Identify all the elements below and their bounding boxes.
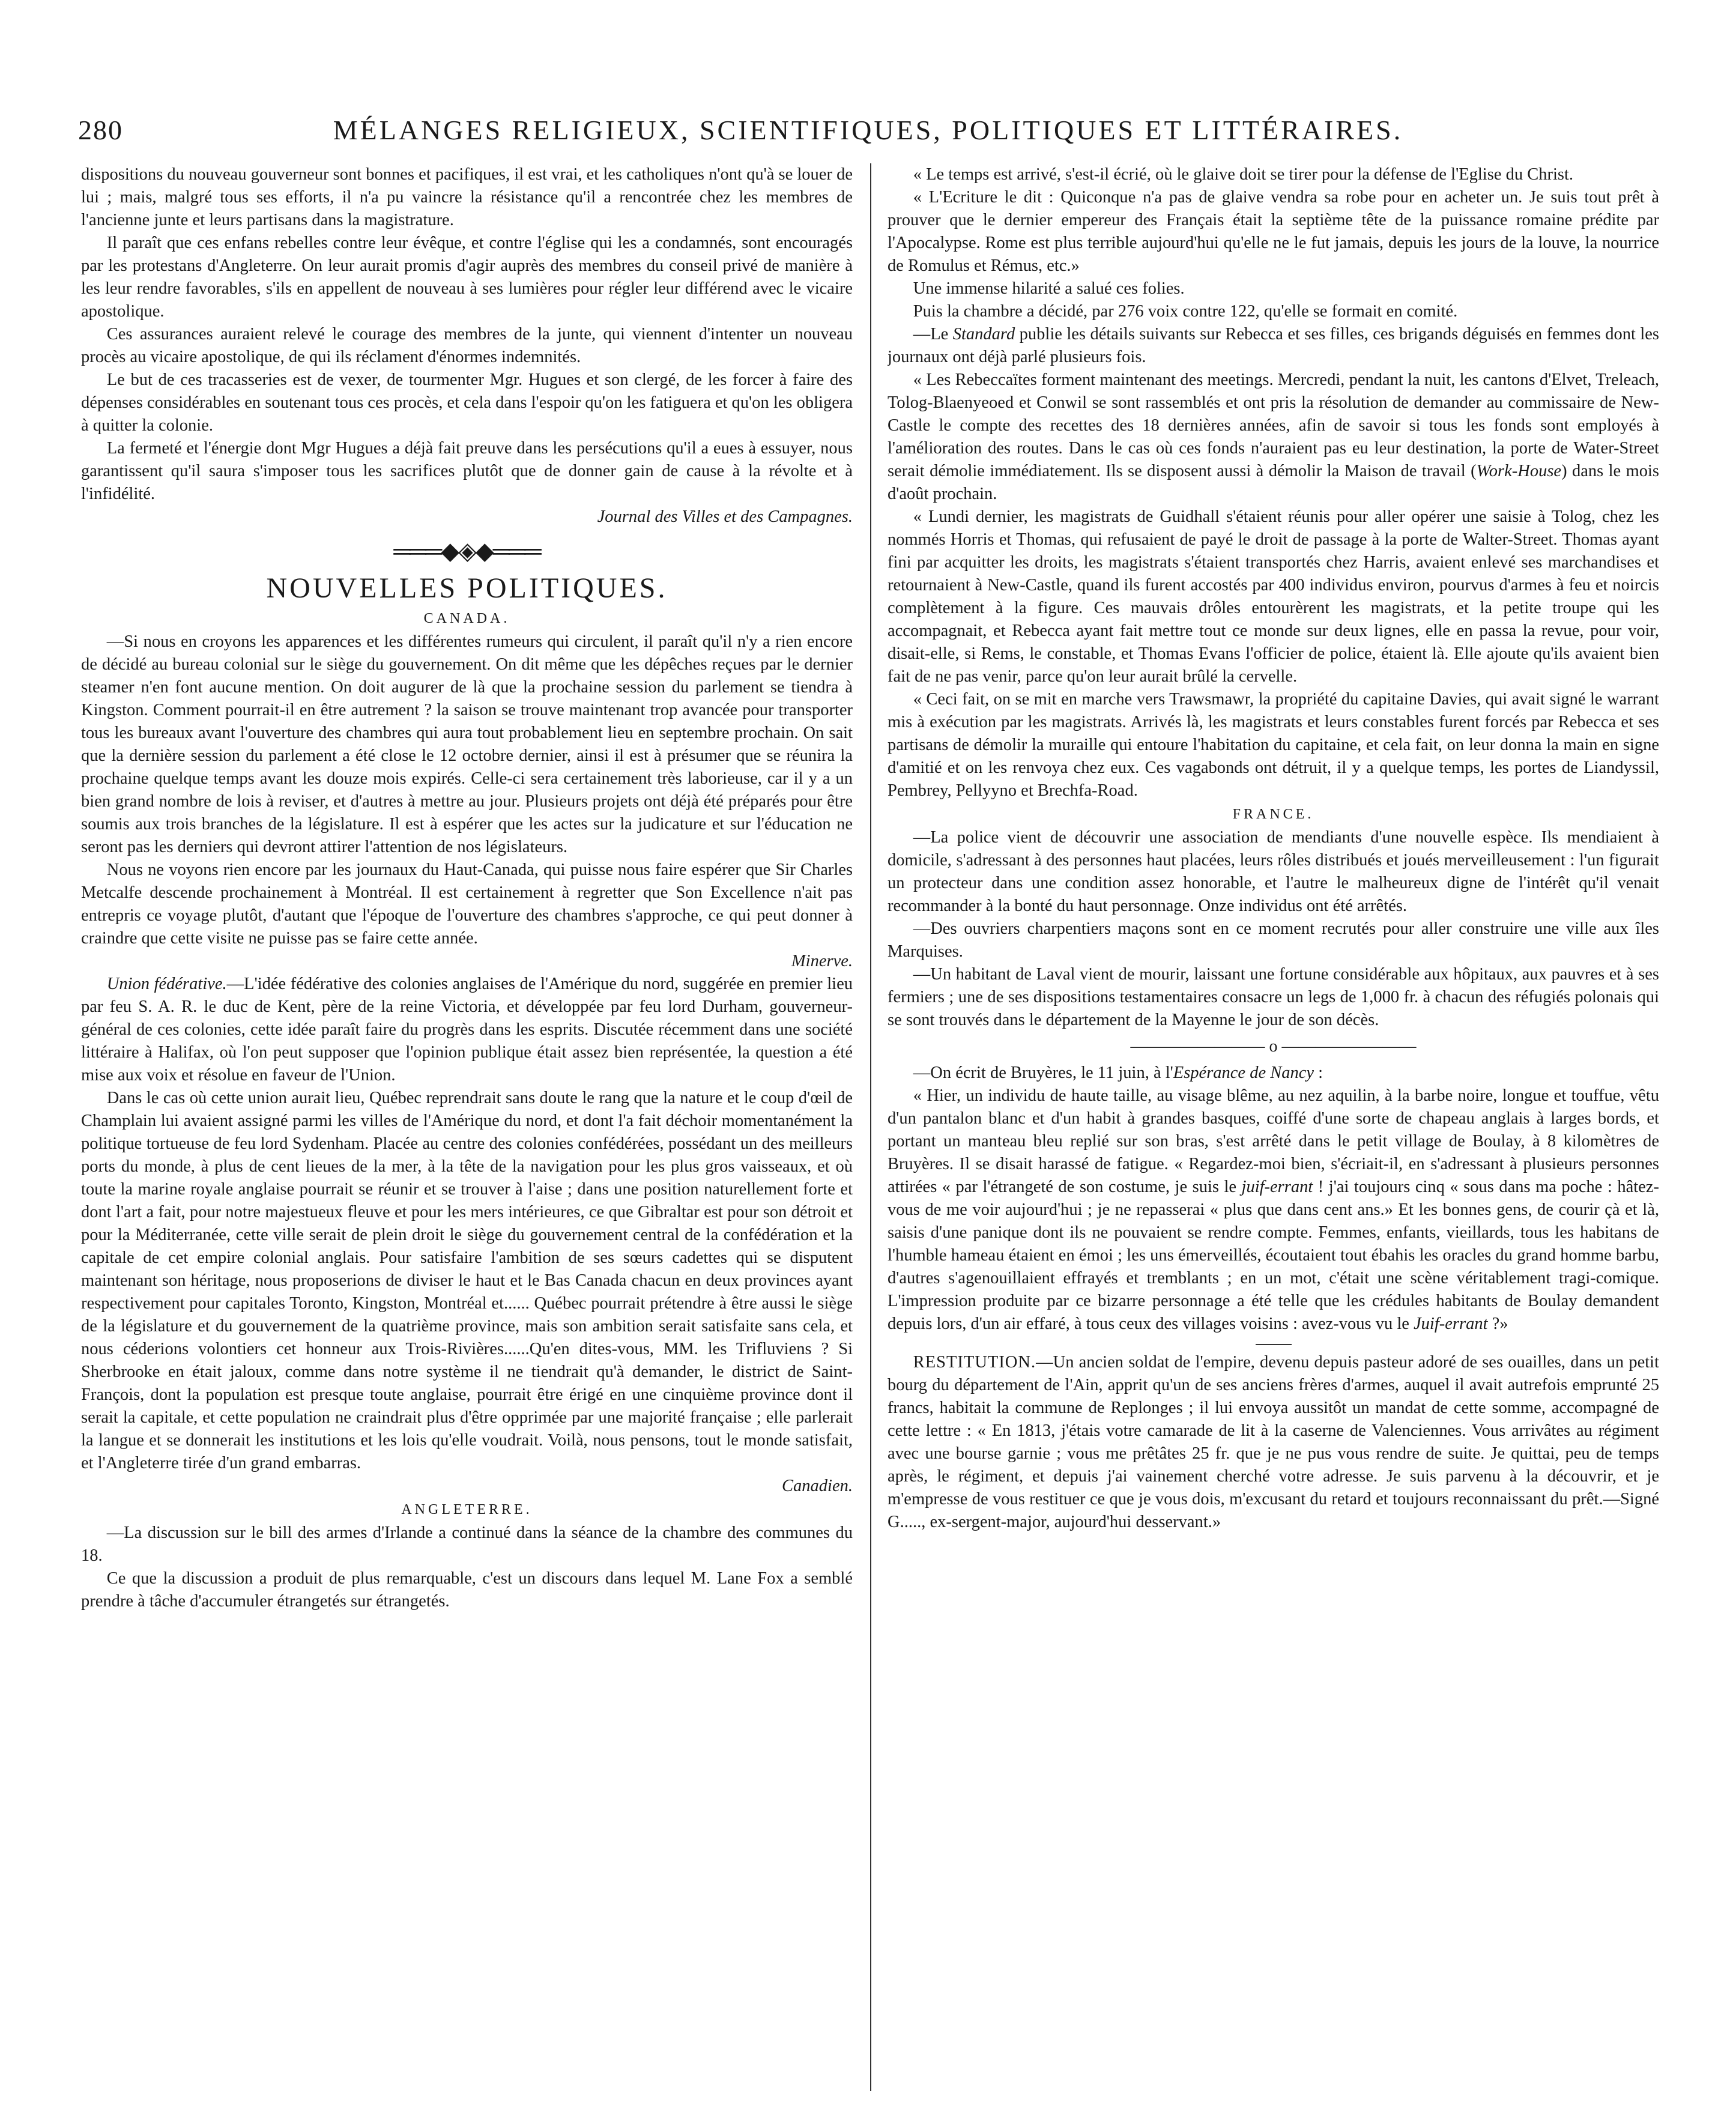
paragraph: dispositions du nouveau gouverneur sont bonnes et pacifiques, il est vrai, et les catholiques n'ont qu'à se louer de lui ; mais, malgré tous ses efforts, il n'a pu vaincre la résistance qu'il a rencontrée chez les membres de l'ancienne junte et leurs partisans dans la magistrature. (81, 165, 853, 229)
section-divider: ———————— o ———————— (1130, 1037, 1417, 1056)
italic-term: Work-House (1476, 462, 1562, 480)
decorative-ornament: ═══◆◈◆═══ (393, 537, 540, 564)
paragraph (888, 1085, 1659, 1336)
text-run: —Le (913, 325, 953, 343)
short-rule (1256, 1344, 1292, 1345)
text-run: « Les Rebeccaïtes forment maintenant des meetings. Mercredi, pendant la nuit, les cantons d'Elvet, Treleach, Tolog-Blaenyeoed et Conwil se sont rassemblés et ont pris la résolution de demander au commissaire de New-Castle le compte des recettes des 18 dernières années, afin de savoir si tous les fonds sont employés à l'amélioration des routes. Dans le cas où ces fonds n'auraient pas eu leur destination, la porte de Water-Street serait démolie immédiatement. Ils se disposent aussi à démolir la Maison de travail ( (888, 371, 1659, 480)
paragraph: —La discussion sur le bill des armes d'Irlande a continué dans la séance de la chambre des communes du 18. (81, 1523, 853, 1565)
source-signature: Minerve. (791, 952, 853, 970)
newspaper-name: Espérance de Nancy (1173, 1064, 1314, 1082)
page-number: 280 (78, 115, 123, 145)
italic-term: juif-errant (1241, 1178, 1313, 1196)
paragraph (888, 323, 1659, 369)
paragraph: Dans le cas où cette union aurait lieu, Québec reprendrait sans doute le rang que la nature et le coup d'œil de Champlain lui avaient assigné parmi les villes de l'Amérique du nord, et dont l'a fait déchoir momentanément la politique tortueuse de feu lord Sydenham. Placée au centre des colonies confédérées, possédant un des meilleurs ports du monde, à plus de cent lieues de la mer, à la tête de la navigation pour les plus gros vaisseaux, et où toute la marine royale anglaise pourrait se réunir et se trouver à l'aise ; dans une position naturellement forte et dont l'art a fait, pour notre majestueux fleuve et pour les mers intérieures, ce que Gibraltar est pour son détroit et pour la Méditerranée, cette ville serait de plein droit le siège du gouvernement central de la confédération et la capitale de cet empire colonial anglais. Pour satisfaire l'ambition de ses sœurs cadettes qui se disputent maintenant son héritage, nous proposerions de diviser le haut et le Bas Canada chacun en deux provinces ayant respectivement pour capitales Toronto, Kingston, Montréal et...... Québec pourrait prétendre à être aussi le siège de la législature et du gouvernement de la quatrième province, mais son ambition serait satisfaite sans cela, et nous céderions volontiers cet honneur aux Trois-Rivières......Qu'en dites-vous, MM. les Trifluviens ? Si Sherbrooke en était jaloux, comme dans notre système il ne tiendrait qu'à demander, le district de Saint-François, dont la population est presque toute anglaise, pourrait être érigé en une cinquième province dont il serait la capitale, et cette population ne craindrait plus d'être opprimée par une majorité française ; elle parlerait la langue et se donnerait les institutions et les lois qu'elle voudrait. Voilà, nous pensons, tout le monde satisfait, et l'Angleterre tirée d'un grand embarras. (81, 1089, 853, 1472)
paragraph (888, 1351, 1659, 1534)
source-signature: Journal des Villes et des Campagnes. (597, 507, 853, 526)
paragraph: —La police vient de découvrir une association de mendiants d'une nouvelle espèce. Ils mendiaient à domicile, s'adressant à des personnes haut placées, leurs rôles distribués et joués merveilleusement : l'un figurait un protecteur dans une condition assez honorable, et l'autre le malheureux digne de l'intérêt qu'il venait recommander à la bonté du haut personnage. Onze individus ont été arrêtés. (888, 828, 1659, 915)
italic-term: Juif-errant (1414, 1315, 1488, 1333)
paragraph: —Si nous en croyons les apparences et les différentes rumeurs qui circulent, il paraît qu'il n'y a rien encore de décidé au bureau colonial sur le siège du gouvernement. On dit même que les dépêches reçues par le dernier steamer n'en font aucune mention. On doit augurer de là que la prochaine session du parlement se tiendra à Kingston. Comment pourrait-il en être autrement ? la saison se trouve maintenant trop avancée pour transporter tous les bureaux avant l'ouverture des chambres qui aura tout probablement lieu en septembre prochain. On sait que la dernière session du parlement a été close le 12 octobre dernier, ainsi il est à présumer que se réunira la prochaine quelque temps avant les douze mois expirés. Celle-ci sera certainement très laborieuse, car il y a un bien grand nombre de lois à reviser, et d'autres à mettre au jour. Plusieurs projets ont déjà été préparés pour être soumis aux trois branches de la législature. Il est à espérer que les actes sur la judicature et sur l'éducation ne seront pas les derniers qui devront attirer l'attention de nos législateurs. (81, 632, 853, 856)
lead-in: RESTITUTION. (913, 1353, 1036, 1372)
newspaper-name: Standard (952, 325, 1015, 343)
paragraph-text: —L'idée fédérative des colonies anglaises de l'Amérique du nord, suggérée en premier lieu par feu S. A. R. le duc de Kent, père de la reine Victoria, et développée par feu lord Durham, gouverneur-général de ces colonies, cette idée paraît faire du progrès dans les esprits. Discutée récemment dans une société littéraire à Halifax, où l'on peut supposer que l'opinion publique était assez bien représentée, la question a été mise aux voix et résolue en faveur de l'Union. (81, 975, 853, 1085)
left-column (81, 163, 853, 2097)
subhead-canada: CANADA. (423, 611, 510, 626)
paragraph: Une immense hilarité a salué ces folies. (913, 279, 1185, 298)
text-run: ) dans le mois d'août prochain. (888, 462, 1659, 503)
paragraph: Puis la chambre a décidé, par 276 voix contre 122, qu'elle se formait en comité. (913, 302, 1458, 321)
paragraph: La fermeté et l'énergie dont Mgr Hugues a déjà fait preuve dans les persécutions qu'il a eues à essuyer, nous garantissent qu'il saura s'imposer tous les sacrifices plutôt que de donner gain de cause à la révolte et à l'infidélité. (81, 439, 853, 503)
paragraph: —Un habitant de Laval vient de mourir, laissant une fortune considérable aux hôpitaux, aux pauvres et à ses fermiers ; une de ses dispositions testamentaires consacre un legs de 1,000 fr. à chacun des réfugiés polonais qui se sont trouvés dans le département de la Mayenne le jour de son décès. (888, 965, 1659, 1029)
paragraph: Le but de ces tracasseries est de vexer, de tourmenter Mgr. Hugues et son clergé, de les forcer à faire des dépenses considérables en soutenant tous ces procès, et cela dans l'espoir qu'on les fatiguera et qu'on les obligera à quitter la colonie. (81, 371, 853, 435)
text-run: : (1314, 1064, 1323, 1082)
text-run: —On écrit de Bruyères, le 11 juin, à l' (913, 1064, 1173, 1082)
lead-in: Union fédérative. (106, 975, 227, 993)
text-run: ?» (1487, 1315, 1508, 1333)
subhead-angleterre: ANGLETERRE. (401, 1502, 533, 1517)
paragraph (81, 973, 853, 1087)
section-title: NOUVELLES POLITIQUES. (266, 572, 668, 604)
text-run: « Hier, un individu de haute taille, au visage blême, au nez aquilin, à la barbe noire, longue et touffue, vêtu d'un pantalon blanc et d'un habit à grandes basques, coiffé d'une sorte de chapeau anglais à larges bords, et portant un manteau bleu replié sur son bras, s'est arrêté dans le petit village de Boulay, à 8 kilomètres de Bruyères. Il se disait harassé de fatigue. « Regardez-moi bien, s'écriait-il, en s'adressant à plusieurs personnes attirées « par l'étrangeté de son costume, je suis le (888, 1086, 1659, 1196)
paragraph: Ce que la discussion a produit de plus remarquable, c'est un discours dans lequel M. Lane Fox a semblé prendre à tâche d'accumuler étrangetés sur étrangetés. (81, 1569, 853, 1611)
paragraph: « Lundi dernier, les magistrats de Guidhall s'étaient réunis pour aller opérer une saisie à Tolog, chez les nommés Horris et Thomas, qui refusaient de payé le droit de passage à la porte de Walter-Street. Thomas ayant fini par acquitter les droits, les magistrats s'étaient transportés chez Harris, avaient enlevé ses marchandises et retournaient à New-Castle, quand ils furent accostés par 400 individus environ, pourvus d'armes à feu et noircis complètement à la figure. Ces mauvais drôles entourèrent les magistrats, et la petite troupe qui les accompagnait, et Rebecca ayant fait mettre tout ce monde sur deux lignes, elle en passa la revue, pour voir, disait-elle, si Rems, le constable, et Thomas Evans l'officier de police, étaient là. Elle ajoute qu'ils avaient bien fait de ne pas venir, parce qu'on leur aurait brûlé la cervelle. (888, 507, 1659, 686)
text-run: publie les détails suivants sur Rebecca et ses filles, ces brigands déguisés en femmes dont les journaux ont déjà parlé plusieurs fois. (888, 325, 1659, 366)
paragraph: —Des ouvriers charpentiers maçons sont en ce moment recrutés pour aller construire une ville aux îles Marquises. (888, 919, 1659, 961)
paragraph: Il paraît que ces enfans rebelles contre leur évêque, et contre l'église qui les a condamnés, sont encouragés par les protestans d'Angleterre. On leur aurait promis d'agir auprès des membres du conseil privé de manière à les leur rendre favorables, s'ils en appellent de nouveau à ses lumières pour régler leur différend avec le vicaire apostolique. (81, 234, 853, 321)
paragraph: Ces assurances auraient relevé le courage des membres de la junte, qui viennent d'intenter un nouveau procès au vicaire apostolique, de qui ils réclament d'énormes indemnités. (81, 325, 853, 366)
paragraph (888, 1062, 1659, 1085)
page-header (78, 114, 1658, 156)
column-divider (870, 163, 871, 2091)
paragraph-text: —Un ancien soldat de l'empire, devenu depuis pasteur adoré de ses ouailles, dans un petit bourg du département de l'Ain, apprit qu'un de ses anciens frères d'armes, auquel il avait autrefois emprunté 25 francs, habitait la commune de Replonges ; il lui envoya aussitôt un mandat de cette somme, accompagné de cette lettre : « En 1813, j'étais votre camarade de lit à la caserne de Valenciennes. Vous arrivâtes au régiment avec une bourse garnie ; vous me prêtâtes 25 fr. que je ne pus vous rendre de suite. Je quittai, peu de temps après, le régiment, et depuis j'ai vainement cherché votre adresse. Je suis parvenu à la découvrir, et je m'empresse de vous restituer ce que je vous dois, m'excusant du retard et toujours reconnaissant du prêt.—Signé G....., ex-sergent-major, aujourd'hui desservant.» (888, 1353, 1659, 1531)
source-signature: Canadien. (782, 1477, 853, 1495)
running-title: MÉLANGES RELIGIEUX, SCIENTIFIQUES, POLITIQUES ET LITTÉRAIRES. (333, 115, 1403, 145)
subhead-france: FRANCE. (1232, 806, 1314, 822)
text-run: ! j'ai toujours cinq « sous dans ma poche : hâtez-vous de me voir aujourd'hui ; je ne repasserai « plus que dans cent ans.» Et les bonnes gens, de courir çà et là, saisis d'une panique dont ils ne pouvaient se rendre compte. Femmes, enfants, vieillards, tous les habitans de l'humble hameau étaient en émoi ; les uns émerveillés, écoutaient tout ébahis les oracles du grand homme barbu, d'autres s'agenouillaient effrayés et tremblants ; en un mot, c'était une scène véritablement tragi-comique. L'impression produite par ce bizarre personnage a été telle que les crédules habitants de Boulay demandent depuis lors, d'un air effaré, à tous ceux des villages voisins : avez-vous vu le (888, 1178, 1659, 1333)
paragraph: « Ceci fait, on se mit en marche vers Trawsmawr, la propriété du capitaine Davies, qui avait signé le warrant mis à exécution par les magistrats. Arrivés là, les magistrats et leurs constables furent forcés par Rebecca et ses partisans de démolir la muraille qui entoure l'habitation du capitaine, et cela fait, on leur donna la main en signe d'amitié et on les renvoya chez eux. Ces vagabonds ont détruit, il y a quelque temps, les portes de Liandyssil, Pembrey, Pellyyno et Brechfa-Road. (888, 690, 1659, 800)
right-column (888, 163, 1659, 2097)
paragraph: « L'Ecriture le dit : Quiconque n'a pas de glaive vendra sa robe pour en acheter un. Je suis tout prêt à prouver que le dernier empereur des Français était la septième tête de la puissance romaine prédite par l'Apocalypse. Rome est plus terrible aujourd'hui qu'elle ne le fut jamais, depuis les jours de la louve, la nourrice de Romulus et Rémus, etc.» (888, 188, 1659, 275)
paragraph (888, 369, 1659, 506)
paragraph: Nous ne voyons rien encore par les journaux du Haut-Canada, qui puisse nous faire espérer que Sir Charles Metcalfe descende prochainement à Montréal. Il est certainement à regretter que Son Excellence n'ait pas entrepris ce voyage plutôt, d'autant que l'époque de l'ouverture des chambres s'approche, ce qui peut donner à craindre que cette visite ne puisse pas se faire cette année. (81, 861, 853, 948)
paragraph: « Le temps est arrivé, s'est-il écrié, où le glaive doit se tirer pour la défense de l'Eglise du Christ. (913, 165, 1574, 184)
